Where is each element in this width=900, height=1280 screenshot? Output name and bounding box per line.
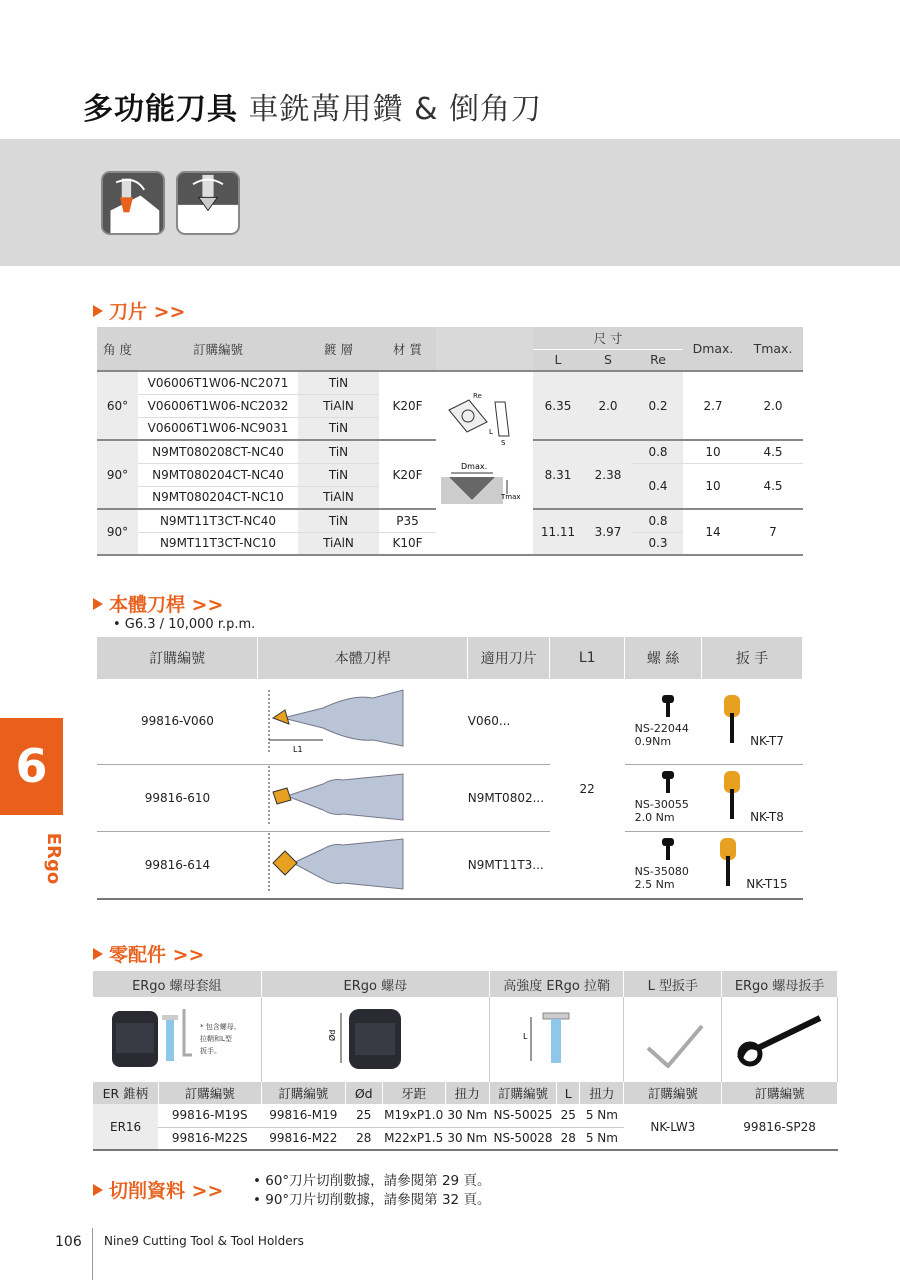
col-nut-no: 訂購編號 bbox=[261, 1082, 345, 1104]
col-material: 材 質 bbox=[379, 327, 436, 371]
col-d: Ød bbox=[345, 1082, 382, 1104]
diagram-dmax-label: Dmax. bbox=[461, 461, 488, 471]
coating-cell: TiAlN bbox=[298, 394, 379, 417]
holder-image bbox=[258, 764, 468, 831]
pin-image bbox=[489, 997, 624, 1082]
material-cell: K20F bbox=[379, 440, 436, 509]
dmax-cell: 10 bbox=[683, 463, 743, 509]
holder-insert: N9MT0802... bbox=[468, 764, 550, 831]
parts-heading: 零配件 >> bbox=[93, 940, 204, 967]
col-angle: 角 度 bbox=[97, 327, 138, 371]
l-cell: 28 bbox=[557, 1127, 580, 1150]
coating-cell: TiN bbox=[298, 371, 379, 394]
footer-text: Nine9 Cutting Tool & Tool Holders bbox=[104, 1234, 304, 1248]
col-diagram bbox=[436, 327, 533, 371]
wrench-cell bbox=[702, 764, 803, 831]
pin-dim-label: L bbox=[522, 1032, 528, 1041]
holder-insert: V060... bbox=[468, 679, 550, 764]
re-cell: 0.8 bbox=[633, 440, 683, 463]
thread-cell: M19xP1.0 bbox=[382, 1104, 445, 1127]
col-pin-torque: 扭力 bbox=[580, 1082, 624, 1104]
wrench-no: NK-T15 bbox=[746, 877, 788, 892]
dmax-cell: 14 bbox=[683, 509, 743, 555]
cutting-note: • 90°刀片切削數據，請參閱第 32 頁。 bbox=[253, 1192, 491, 1208]
pin-no: NS-50025 bbox=[489, 1104, 556, 1127]
l-cell: 25 bbox=[557, 1104, 580, 1127]
thread-cell: M22xP1.5 bbox=[382, 1127, 445, 1150]
pin-torque-cell: 5 Nm bbox=[580, 1127, 624, 1150]
col-pin: 高強度 ERgo 拉鞘 bbox=[489, 971, 624, 997]
s-cell: 2.38 bbox=[583, 440, 633, 509]
holder-image bbox=[258, 831, 468, 899]
l-cell: 8.31 bbox=[533, 440, 583, 509]
holder-heading: 本體刀桿 >> bbox=[93, 590, 223, 617]
nut-dim-label: Ød bbox=[328, 1029, 338, 1041]
d-cell: 28 bbox=[345, 1127, 382, 1150]
set-note-line-1: * 包含螺母、 bbox=[199, 1023, 241, 1031]
set-no: 99816-M22S bbox=[158, 1127, 261, 1150]
nutwrench-no: 99816-SP28 bbox=[722, 1104, 838, 1150]
page-number: 106 bbox=[55, 1234, 82, 1250]
nut-no: 99816-M19 bbox=[261, 1104, 345, 1127]
col-wrench: 扳 手 bbox=[702, 637, 803, 679]
cutting-heading: 切削資料 >> bbox=[93, 1176, 223, 1203]
holder-no: 99816-614 bbox=[97, 831, 258, 899]
col-pin-no: 訂購編號 bbox=[489, 1082, 556, 1104]
angle-cell: 90° bbox=[97, 440, 138, 509]
col-tmax: Tmax. bbox=[743, 327, 803, 371]
tmax-cell: 4.5 bbox=[743, 463, 803, 509]
pin-no: NS-50028 bbox=[489, 1127, 556, 1150]
cutting-note: • 60°刀片切削數據，請參閱第 29 頁。 bbox=[253, 1173, 491, 1189]
turning-icon bbox=[101, 171, 165, 235]
re-cell: 0.4 bbox=[633, 463, 683, 509]
insert-table bbox=[97, 327, 803, 556]
insert-no: V06006T1W06-NC2071 bbox=[138, 371, 298, 394]
col-screw: 螺 絲 bbox=[625, 637, 702, 679]
col-insert: 適用刀片 bbox=[468, 637, 550, 679]
material-cell: K10F bbox=[379, 532, 436, 555]
s-cell: 3.97 bbox=[583, 509, 633, 555]
torx-wrench-icon bbox=[720, 810, 746, 824]
insert-heading: 刀片 >> bbox=[93, 297, 185, 324]
re-cell: 0.2 bbox=[633, 371, 683, 440]
col-l: L bbox=[557, 1082, 580, 1104]
insert-no: N9MT080208CT-NC40 bbox=[138, 440, 298, 463]
coating-cell: TiN bbox=[298, 440, 379, 463]
col-thread: 牙距 bbox=[382, 1082, 445, 1104]
col-l1: L1 bbox=[550, 637, 625, 679]
re-cell: 0.3 bbox=[633, 532, 683, 555]
dmax-cell: 10 bbox=[683, 440, 743, 463]
l1-value: 22 bbox=[550, 679, 625, 899]
diagram-s-label: S bbox=[501, 438, 506, 447]
l-wrench-image bbox=[624, 997, 722, 1082]
col-nutwrench-no: 訂購編號 bbox=[722, 1082, 838, 1104]
material-cell: K20F bbox=[379, 371, 436, 440]
torque-cell: 30 Nm bbox=[445, 1127, 489, 1150]
l-cell: 11.11 bbox=[533, 509, 583, 555]
col-coating: 鍍 層 bbox=[298, 327, 379, 371]
screw-cell bbox=[625, 679, 702, 764]
tmax-cell: 4.5 bbox=[743, 440, 803, 463]
tmax-cell: 7 bbox=[743, 509, 803, 555]
lwrench-no: NK-LW3 bbox=[624, 1104, 722, 1150]
insert-no: N9MT080204CT-NC40 bbox=[138, 463, 298, 486]
set-no: 99816-M19S bbox=[158, 1104, 261, 1127]
diagram-tmax-label: Tmax bbox=[501, 492, 521, 501]
torx-wrench-icon bbox=[716, 877, 742, 891]
angle-cell: 90° bbox=[97, 509, 138, 555]
re-cell: 0.8 bbox=[633, 509, 683, 532]
col-dmax: Dmax. bbox=[683, 327, 743, 371]
wrench-cell bbox=[702, 831, 803, 899]
screw-icon bbox=[635, 695, 702, 722]
coating-cell: TiAlN bbox=[298, 486, 379, 509]
s-cell: 2.0 bbox=[583, 371, 633, 440]
insert-no: V06006T1W06-NC9031 bbox=[138, 417, 298, 440]
col-l-wrench: L 型扳手 bbox=[624, 971, 722, 997]
col-lwrench-no: 訂購編號 bbox=[624, 1082, 722, 1104]
col-order-no: 訂購編號 bbox=[97, 637, 258, 679]
holder-no: 99816-610 bbox=[97, 764, 258, 831]
coating-cell: TiN bbox=[298, 417, 379, 440]
col-torque: 扭力 bbox=[445, 1082, 489, 1104]
torque-cell: 30 Nm bbox=[445, 1104, 489, 1127]
col-set-no: 訂購編號 bbox=[158, 1082, 261, 1104]
insert-diagram bbox=[436, 371, 533, 555]
milling-icon bbox=[176, 171, 240, 235]
nut-no: 99816-M22 bbox=[261, 1127, 345, 1150]
col-nut-set: ERgo 螺母套組 bbox=[93, 971, 261, 997]
col-nut: ERgo 螺母 bbox=[261, 971, 489, 997]
wrench-no: NK-T8 bbox=[750, 810, 784, 824]
screw-cell bbox=[625, 831, 702, 899]
coating-cell: TiN bbox=[298, 463, 379, 486]
d-cell: 25 bbox=[345, 1104, 382, 1127]
nut-set-image bbox=[93, 997, 261, 1082]
holder-image bbox=[258, 679, 468, 764]
holder-note: • G6.3 / 10,000 r.p.m. bbox=[113, 617, 256, 632]
nut-wrench-image bbox=[722, 997, 838, 1082]
torx-wrench-icon bbox=[720, 734, 746, 748]
set-note-line-3: 扳手。 bbox=[199, 1047, 221, 1055]
col-s: S bbox=[583, 349, 633, 371]
parts-table bbox=[93, 971, 838, 1151]
wrench-cell bbox=[702, 679, 803, 764]
wrench-no: NK-T7 bbox=[750, 733, 784, 748]
diagram-re-label: Re bbox=[473, 391, 482, 400]
icon-band bbox=[0, 139, 900, 266]
screw-icon bbox=[635, 838, 702, 865]
coating-cell: TiN bbox=[298, 509, 379, 532]
col-body: 本體刀桿 bbox=[258, 637, 468, 679]
screw-torque: 2.0 Nm bbox=[634, 811, 675, 824]
dmax-cell: 2.7 bbox=[683, 371, 743, 440]
set-note-line-2: 拉鞘和L型 bbox=[199, 1035, 232, 1043]
screw-torque: 0.9Nm bbox=[634, 734, 672, 748]
diagram-l-label: L bbox=[489, 427, 493, 436]
coating-cell: TiAlN bbox=[298, 532, 379, 555]
col-order-no: 訂購編號 bbox=[138, 327, 298, 371]
insert-no: N9MT080204CT-NC10 bbox=[138, 486, 298, 509]
nut-image bbox=[261, 997, 489, 1082]
l-cell: 6.35 bbox=[533, 371, 583, 440]
tmax-cell: 2.0 bbox=[743, 371, 803, 440]
cutting-notes bbox=[253, 1172, 490, 1210]
screw-torque: 2.5 Nm bbox=[634, 878, 675, 892]
er-cell: ER16 bbox=[93, 1104, 158, 1150]
holder-insert: N9MT11T3... bbox=[468, 831, 550, 899]
l1-dimension-label: L1 bbox=[292, 744, 303, 754]
screw-icon bbox=[635, 771, 702, 798]
chapter-tab: 6 bbox=[0, 718, 63, 815]
holder-no: 99816-V060 bbox=[97, 679, 258, 764]
col-re: Re bbox=[633, 349, 683, 371]
footer-divider bbox=[92, 1228, 93, 1280]
insert-no: N9MT11T3CT-NC40 bbox=[138, 509, 298, 532]
insert-no: N9MT11T3CT-NC10 bbox=[138, 532, 298, 555]
pin-torque-cell: 5 Nm bbox=[580, 1104, 624, 1127]
page-title: 多功能刀具 車銑萬用鑽 & 倒角刀 bbox=[83, 92, 543, 127]
insert-no: V06006T1W06-NC2032 bbox=[138, 394, 298, 417]
angle-cell: 60° bbox=[97, 371, 138, 440]
col-nut-wrench: ERgo 螺母扳手 bbox=[722, 971, 838, 997]
screw-no: NS-35080 bbox=[634, 865, 689, 879]
col-size: 尺 寸 bbox=[533, 327, 683, 349]
chapter-label: ERgo bbox=[43, 832, 65, 885]
material-cell: P35 bbox=[379, 509, 436, 532]
col-er: ER 錐柄 bbox=[93, 1082, 158, 1104]
screw-cell bbox=[625, 764, 702, 831]
holder-table bbox=[97, 637, 803, 900]
col-l: L bbox=[533, 349, 583, 371]
screw-no: NS-22044 bbox=[634, 721, 689, 735]
screw-no: NS-30055 bbox=[634, 798, 689, 811]
